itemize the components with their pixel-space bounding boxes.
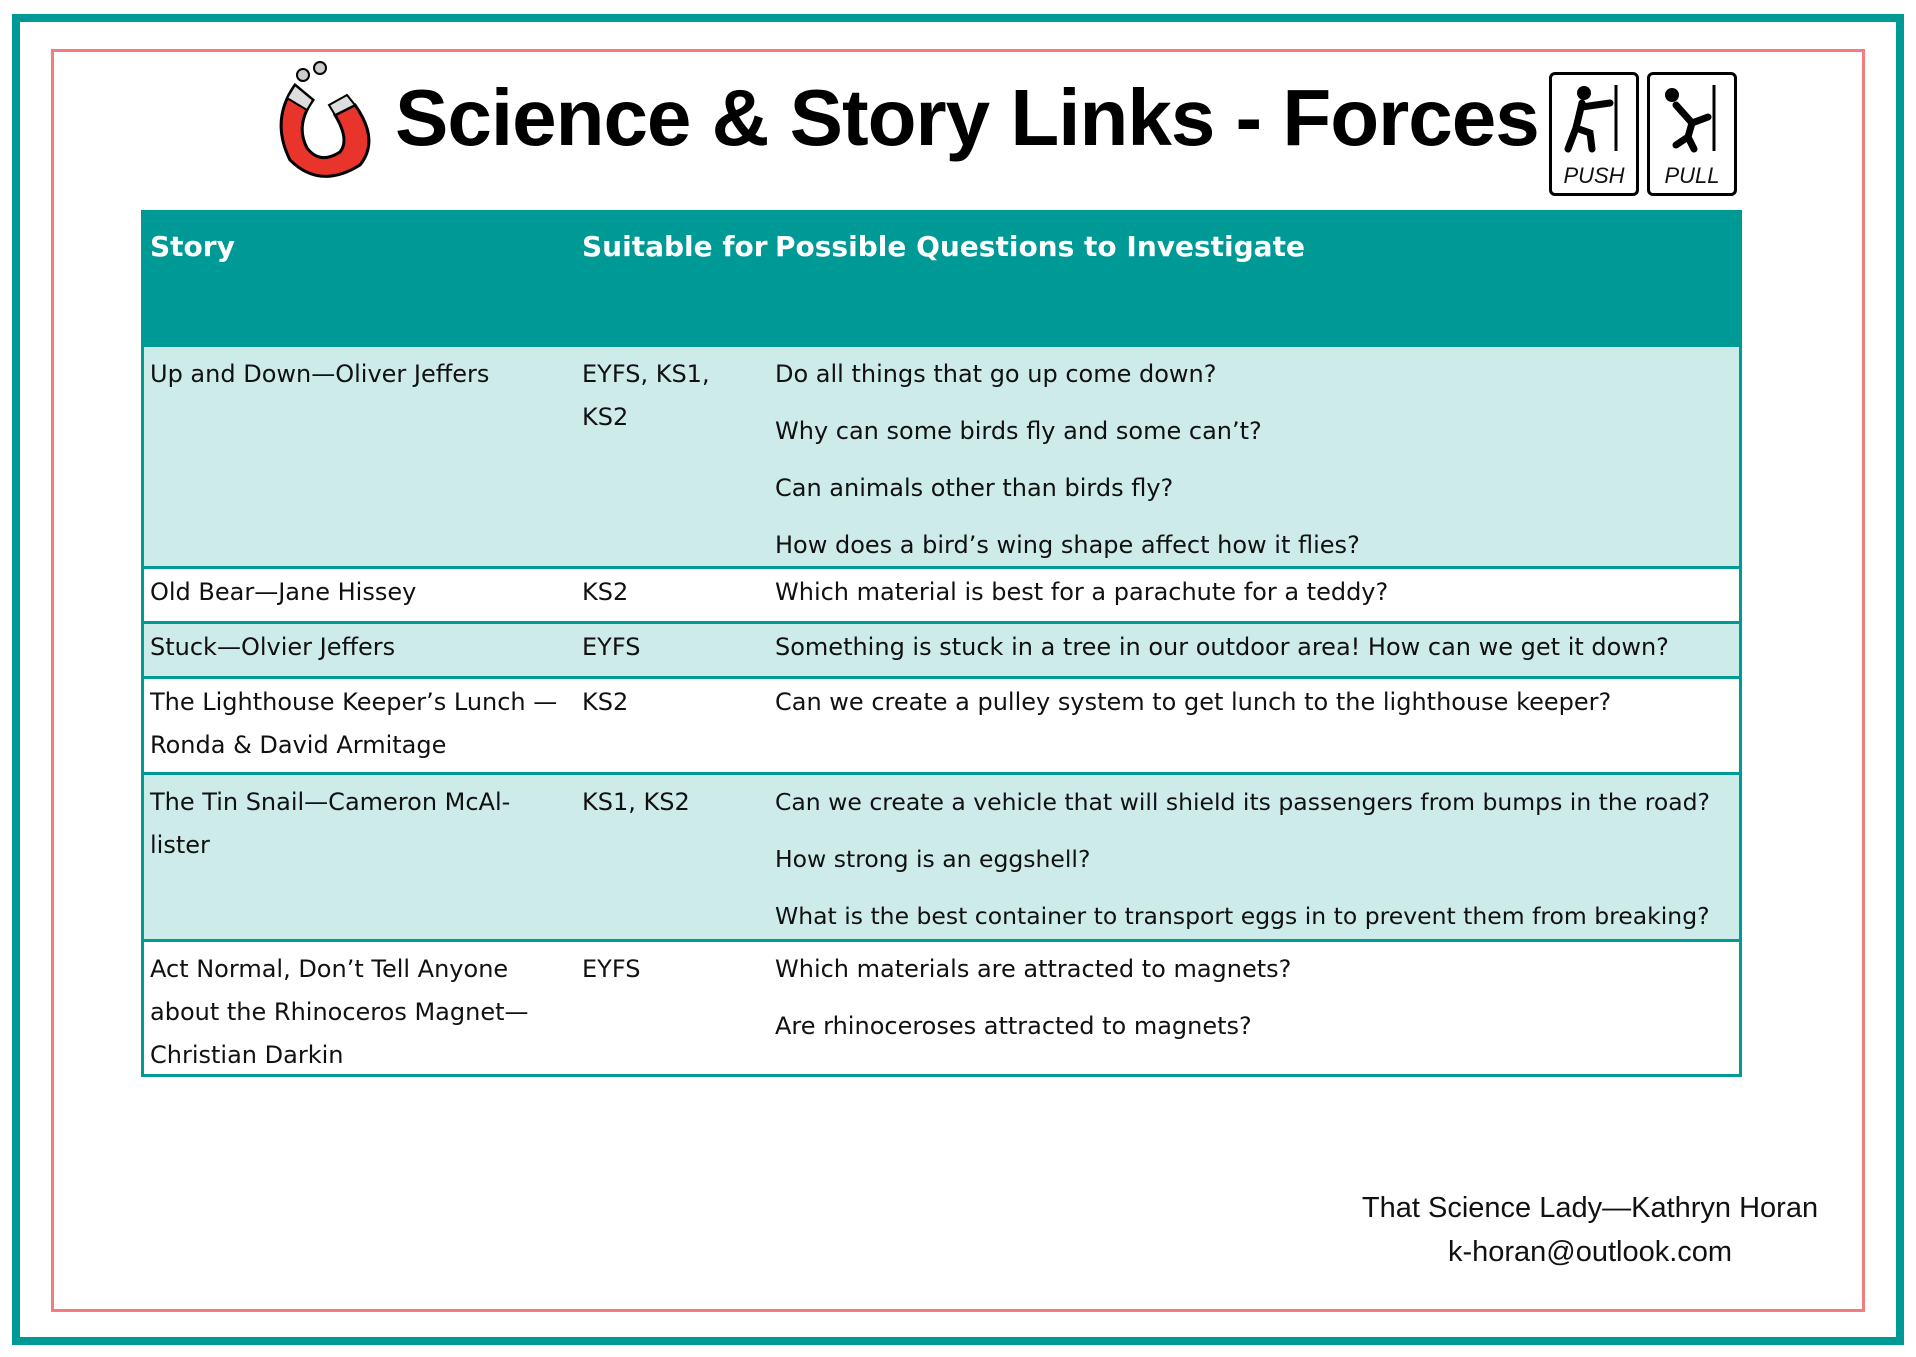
question: How strong is an eggshell? xyxy=(775,845,1091,873)
story-cell: Up and Down—Oliver Jeffers xyxy=(150,360,490,388)
story-cell: The Lighthouse Keeper’s Lunch — Ronda & David Armitage xyxy=(150,688,558,759)
story-cell: Act Normal, Don’t Tell Anyone about the Rhinoceros Magnet—Christian Darkin xyxy=(150,955,529,1069)
question: Why can some birds fly and some can’t? xyxy=(775,417,1262,445)
table-row xyxy=(144,676,1739,772)
header-story: Story xyxy=(150,230,235,263)
suitable-cell: EYFS, KS1, KS2 xyxy=(582,360,710,431)
pull-sign xyxy=(1647,72,1737,196)
header-questions: Possible Questions to Investigate xyxy=(775,230,1305,263)
suitable-cell: KS1, KS2 xyxy=(582,788,690,816)
questions-cell xyxy=(775,948,1745,1055)
question: Can we create a vehicle that will shield its passengers from bumps in the road? xyxy=(775,788,1711,816)
page-title: Science & Story Links - Forces xyxy=(395,73,1539,162)
story-cell: The Tin Snail—Cameron McAl-lister xyxy=(150,788,511,859)
question: Can we create a pulley system to get lunch to the lighthouse keeper? xyxy=(775,688,1612,716)
suitable-cell: KS2 xyxy=(582,688,629,716)
table-row xyxy=(144,621,1739,676)
question: Which materials are attracted to magnets? xyxy=(775,955,1292,983)
questions-cell xyxy=(775,781,1745,945)
push-label: PUSH xyxy=(1563,163,1625,188)
table-row xyxy=(144,344,1739,566)
suitable-cell: EYFS xyxy=(582,633,641,661)
pull-label: PULL xyxy=(1664,163,1720,188)
footer-author: That Science Lady—Kathryn Horan xyxy=(1361,1192,1819,1224)
question: Are rhinoceroses attracted to magnets? xyxy=(775,1012,1252,1040)
push-sign xyxy=(1549,72,1639,196)
story-table xyxy=(141,210,1742,1077)
header-suitable: Suitable for xyxy=(582,230,768,263)
question: Do all things that go up come down? xyxy=(775,360,1217,388)
question: What is the best container to transport eggs in to prevent them from breaking? xyxy=(775,902,1710,930)
questions-cell xyxy=(775,353,1745,574)
magnet-icon xyxy=(265,60,380,185)
suitable-cell: EYFS xyxy=(582,955,641,983)
story-cell: Stuck—Olvier Jeffers xyxy=(150,633,396,661)
table-row xyxy=(144,566,1739,621)
push-icon xyxy=(1564,83,1624,153)
question: How does a bird’s wing shape affect how it flies? xyxy=(775,531,1360,559)
pull-icon xyxy=(1662,83,1722,153)
question: Something is stuck in a tree in our outdoor area! How can we get it down? xyxy=(775,633,1669,661)
question: Which material is best for a parachute for a teddy? xyxy=(775,578,1389,606)
table-row xyxy=(144,772,1739,939)
footer-email[interactable]: k-horan@outlook.com xyxy=(1447,1236,1733,1268)
story-cell: Old Bear—Jane Hissey xyxy=(150,578,417,606)
table-header xyxy=(144,213,1739,347)
suitable-cell: KS2 xyxy=(582,578,629,606)
question: Can animals other than birds fly? xyxy=(775,474,1174,502)
table-row xyxy=(144,939,1739,1077)
